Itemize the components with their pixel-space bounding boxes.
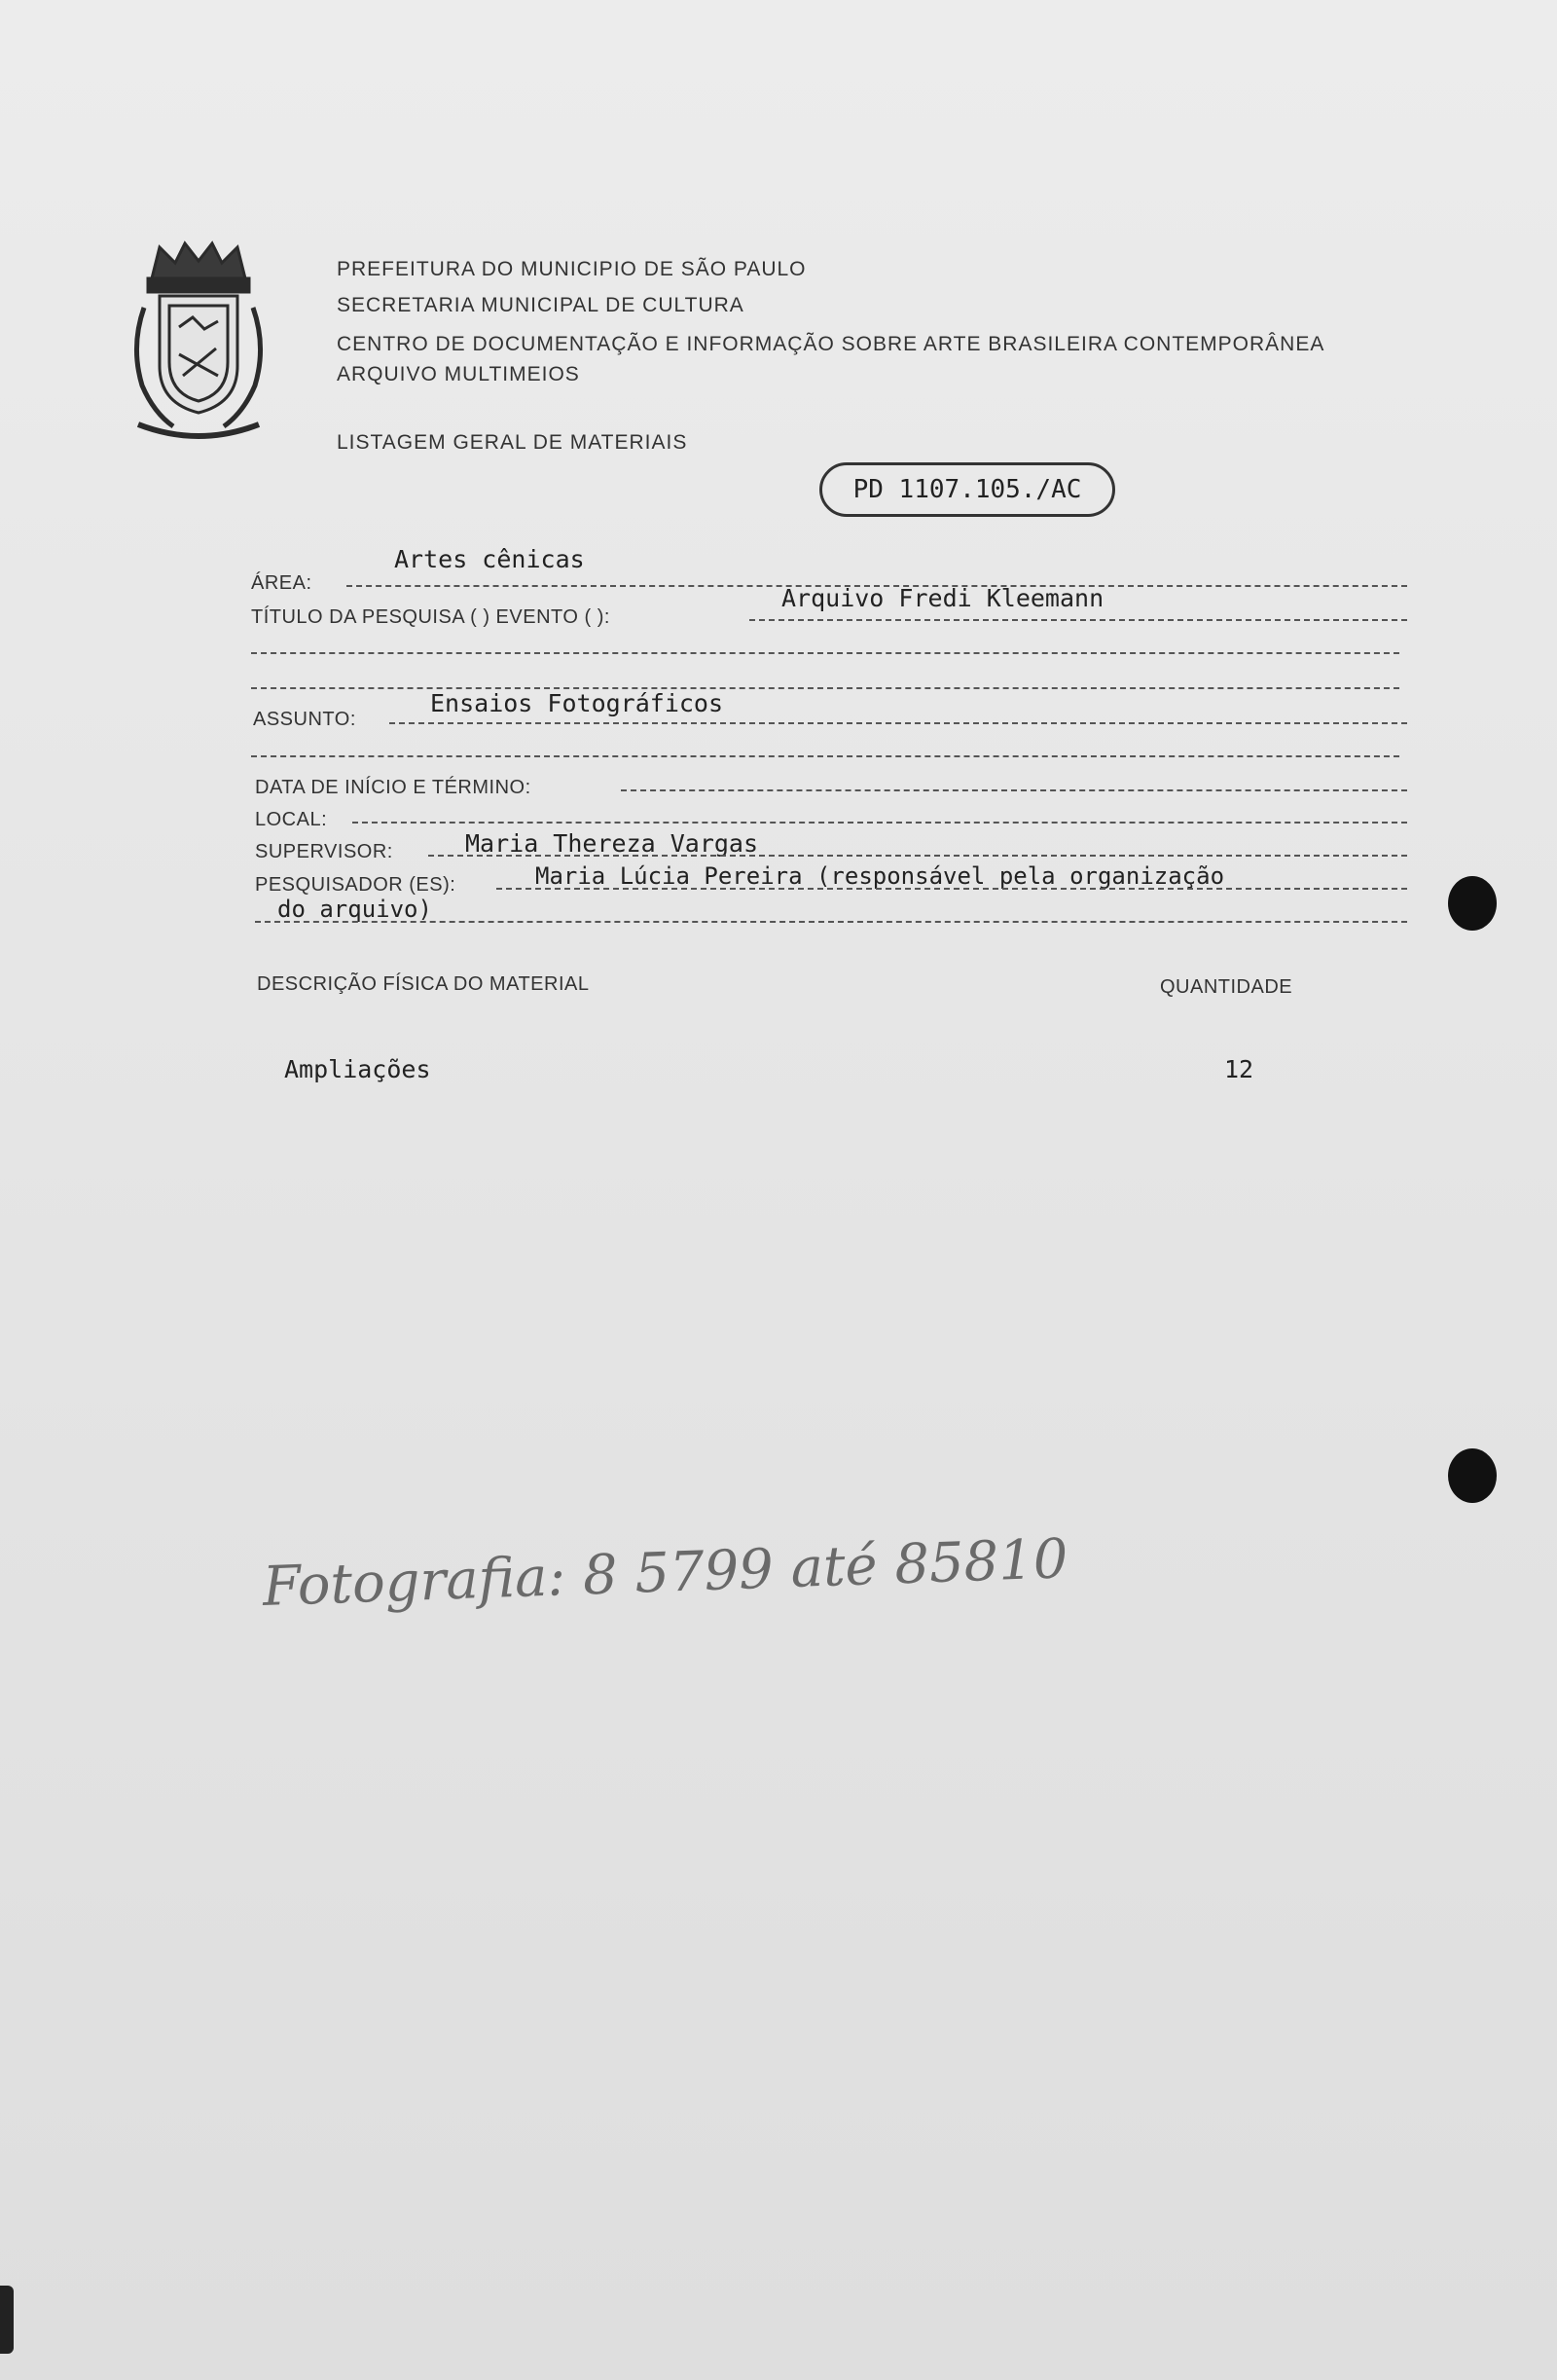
catalog-stamp: PD 1107.105./AC (819, 462, 1115, 517)
pesquisador-label: PESQUISADOR (ES): (255, 874, 456, 896)
local-label: LOCAL: (255, 809, 328, 830)
coat-of-arms-icon (125, 239, 272, 442)
header-line-3: CENTRO DE DOCUMENTAÇÃO E INFORMAÇÃO SOBRE ARTE BRASILEIRA CONTEMPORÂNEA (337, 333, 1325, 355)
pesquisador-line-1 (496, 888, 1407, 890)
handwritten-note: Fotografia: 8 5799 até 85810 (261, 1527, 1069, 1619)
local-line (352, 822, 1407, 824)
desc-header: DESCRIÇÃO FÍSICA DO MATERIAL (257, 973, 590, 995)
material-quantity: 12 (1224, 1055, 1254, 1083)
assunto-line (389, 722, 1407, 724)
supervisor-line (428, 855, 1407, 857)
listing-title: LISTAGEM GERAL DE MATERIAIS (337, 431, 688, 454)
blank-line-3 (251, 755, 1399, 757)
header-line-2: SECRETARIA MUNICIPAL DE CULTURA (337, 294, 744, 316)
punch-hole-top (1448, 876, 1497, 931)
data-label: DATA DE INÍCIO E TÉRMINO: (255, 777, 531, 798)
material-description: Ampliações (284, 1055, 431, 1083)
supervisor-value: Maria Thereza Vargas (465, 829, 759, 858)
blank-line-2 (251, 687, 1399, 689)
assunto-value: Ensaios Fotográficos (430, 689, 724, 717)
pesquisador-value-1: Maria Lúcia Pereira (responsável pela organização (535, 862, 1225, 890)
blank-line-1 (251, 652, 1399, 654)
assunto-label: ASSUNTO: (253, 709, 356, 730)
supervisor-label: SUPERVISOR: (255, 841, 393, 862)
area-label: ÁREA: (251, 572, 312, 594)
punch-hole-bottom (1448, 1448, 1497, 1503)
qty-header: QUANTIDADE (1160, 976, 1293, 998)
pesquisador-value-2: do arquivo) (277, 896, 432, 923)
header-line-1: PREFEITURA DO MUNICIPIO DE SÃO PAULO (337, 258, 807, 280)
pesquisador-line-2 (255, 921, 1407, 923)
binding-mark (0, 2286, 14, 2354)
titulo-value: Arquivo Fredi Kleemann (781, 584, 1104, 612)
titulo-line (749, 619, 1407, 621)
area-value: Artes cênicas (394, 545, 585, 573)
titulo-label: TÍTULO DA PESQUISA ( ) EVENTO ( ): (251, 606, 610, 628)
header-line-4: ARQUIVO MULTIMEIOS (337, 363, 580, 385)
data-line (621, 789, 1407, 791)
